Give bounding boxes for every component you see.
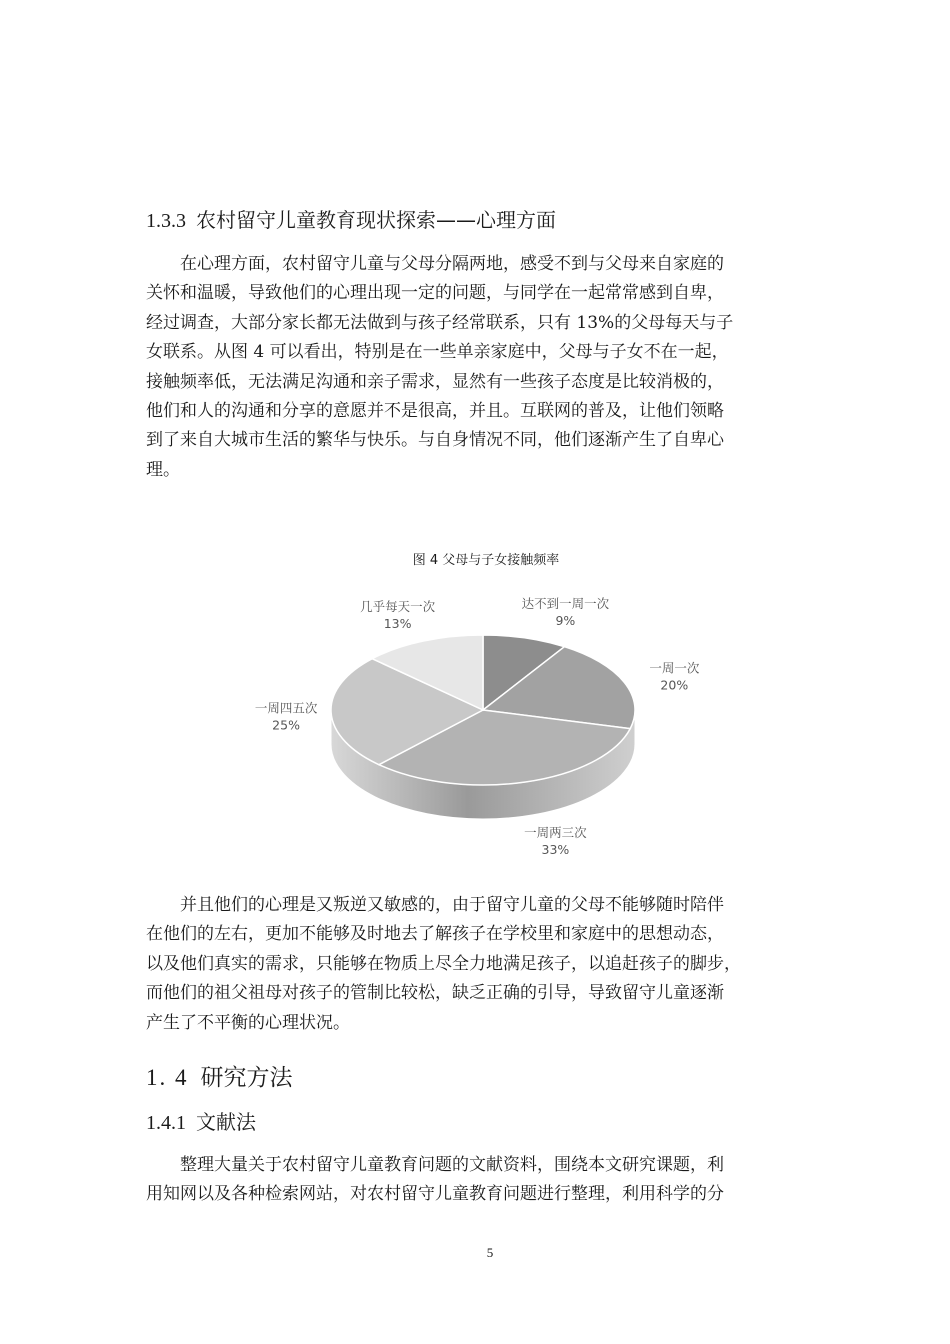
text-line: 在心理方面，农村留守儿童与父母分隔两地，感受不到与父母来自家庭的	[180, 254, 724, 274]
section-heading-1-3-3	[146, 206, 556, 235]
slice-percent-label: 13%	[383, 616, 412, 632]
text-line: 理。	[146, 459, 180, 480]
text-line: 接触频率低，无法满足沟通和亲子需求，显然有一些孩子态度是比较消极的，	[146, 371, 724, 392]
slice-percent-label: 25%	[272, 717, 300, 733]
paragraph-literature	[146, 1151, 808, 1210]
text-line: 整理大量关于农村留守儿童教育问题的文献资料，围绕本文研究课题，利	[180, 1155, 724, 1175]
pie-chart	[240, 588, 700, 878]
paragraph-rebellious	[146, 891, 808, 1038]
text-line: 在他们的左右，更加不能够及时地去了解孩子在学校里和家庭中的思想动态，	[146, 924, 724, 945]
text-line: 他们和人的沟通和分享的意愿并不是很高，并且。互联网的普及，让他们领略	[146, 400, 724, 421]
slice-percent-label: 20%	[660, 677, 689, 693]
section-number: 1.3.3	[146, 210, 186, 232]
section-number: 1. 4	[146, 1065, 189, 1090]
figure-caption: 图 4 父母与子女接触频率	[412, 553, 560, 568]
text-line: 女联系。从图 4 可以看出，特别是在一些单亲家庭中，父母与子女不在一起，	[146, 342, 729, 363]
slice-category-label: 一周四五次	[254, 700, 318, 716]
slice-category-label: 一周两三次	[524, 825, 587, 841]
section-heading-1-4	[146, 1063, 293, 1093]
text-line: 到了来自大城市生活的繁华与快乐。与自身情况不同，他们逐渐产生了自卑心	[146, 430, 724, 451]
text-line: 关怀和温暖，导致他们的心理出现一定的问题，与同学在一起常常感到自卑，	[146, 283, 724, 304]
text-line: 以及他们真实的需求，只能够在物质上尽全力地满足孩子，以追赶孩子的脚步，	[146, 953, 741, 974]
paragraph-psychology	[146, 250, 808, 485]
text-line: 并且他们的心理是又叛逆又敏感的，由于留守儿童的父母不能够随时陪伴	[180, 895, 724, 915]
slice-category-label: 达不到一周一次	[521, 595, 610, 611]
slice-category-label: 一周一次	[649, 660, 700, 676]
text-line: 用知网以及各种检索网站，对农村留守儿童教育问题进行整理，利用科学的分	[146, 1184, 724, 1205]
slice-percent-label: 33%	[541, 842, 570, 858]
section-title: 研究方法	[200, 1065, 293, 1091]
section-title: 农村留守儿童教育现状探索——心理方面	[196, 208, 556, 232]
section-title: 文献法	[196, 1110, 256, 1134]
section-number: 1.4.1	[146, 1112, 186, 1134]
slice-category-label: 几乎每天一次	[360, 599, 436, 615]
section-heading-1-4-1	[146, 1108, 256, 1137]
page-number: 5	[486, 1245, 494, 1260]
text-line: 而他们的祖父祖母对孩子的管制比较松，缺乏正确的引导，导致留守儿童逐渐	[146, 983, 724, 1004]
text-line: 经过调查，大部分家长都无法做到与孩子经常联系，只有 13%的父母每天与子	[146, 312, 734, 333]
slice-percent-label: 9%	[555, 612, 576, 628]
text-line: 产生了不平衡的心理状况。	[146, 1012, 350, 1033]
